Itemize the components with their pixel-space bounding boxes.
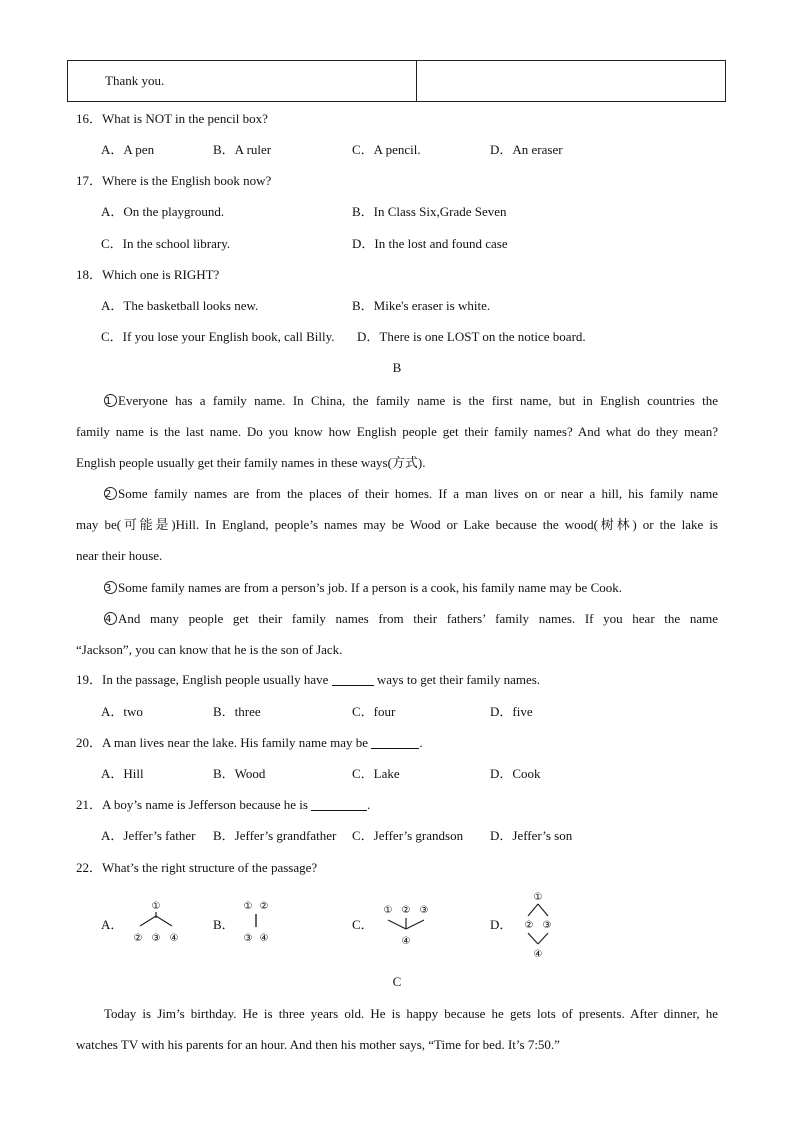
- table-cell-right: [417, 61, 725, 101]
- q19-option-d[interactable]: D．five: [490, 704, 533, 719]
- diagram-node: ③: [151, 933, 161, 944]
- q22-option-c[interactable]: C．: [352, 917, 374, 932]
- paragraph-row: 2 Some family names are from the places of their homes. If a man lives on or near a hill, his family name: [105, 486, 718, 501]
- question-21-stem: 21．A boy’s name is Jefferson because he is .: [76, 797, 371, 812]
- paragraph-row: near their house.: [76, 548, 163, 563]
- paragraph-number-3: 3: [104, 581, 117, 594]
- diagram-node: ③: [542, 920, 552, 931]
- diagram-node: ①: [151, 901, 161, 912]
- diagram-node: ①: [383, 905, 393, 916]
- q16-option-d[interactable]: D．An eraser: [490, 142, 563, 157]
- table-cell-left: [68, 61, 417, 101]
- structure-diagram-d: [516, 886, 560, 960]
- diagram-node: ①: [533, 892, 543, 903]
- paragraph-row: 1 Everyone has a family name. In China, the family name is the first name, but in English countries the: [105, 393, 718, 408]
- paragraph-row: “Jackson”, you can know that he is the son of Jack.: [76, 642, 343, 657]
- q22-option-d[interactable]: D．: [490, 917, 513, 932]
- passage-paragraph-2: [76, 478, 718, 571]
- paragraph-number-1: 1: [104, 394, 117, 407]
- paragraph-number-4: 4: [104, 612, 117, 625]
- q18-option-a[interactable]: A．The basketball looks new.: [101, 298, 259, 313]
- answer-blank[interactable]: [371, 736, 419, 749]
- question-20-stem: 20．A man lives near the lake. His family name may be .: [76, 735, 423, 750]
- diagram-node: ④: [259, 933, 269, 944]
- passage-c-paragraph: [76, 998, 718, 1060]
- q17-option-a[interactable]: A．On the playground.: [101, 204, 225, 219]
- q16-option-c[interactable]: C．A pencil.: [352, 142, 421, 157]
- q16-option-b[interactable]: B．A ruler: [213, 142, 272, 157]
- diagram-node: ④: [401, 936, 411, 947]
- answer-blank[interactable]: [332, 673, 374, 686]
- question-22-stem: 22．What’s the right structure of the passage?: [76, 860, 318, 875]
- q20-option-a[interactable]: A．Hill: [101, 766, 144, 781]
- diagram-node: ②: [524, 920, 534, 931]
- q18-option-c[interactable]: C．If you lose your English book, call Billy.: [101, 329, 335, 344]
- paragraph-row: Today is Jim’s birthday. He is three years old. He is happy because he gets lots of presents. After dinner, he: [104, 1006, 718, 1021]
- question-18-stem: 18．Which one is RIGHT?: [76, 267, 220, 282]
- q21-option-c[interactable]: C．Jeffer’s grandson: [352, 828, 464, 843]
- passage-paragraph-1: [76, 385, 718, 478]
- passage-paragraph-3: [76, 572, 718, 603]
- q19-option-a[interactable]: A．two: [101, 704, 143, 719]
- q17-option-d[interactable]: D．In the lost and found case: [352, 236, 508, 251]
- paragraph-row: English people usually get their family names in these ways(方式).: [76, 455, 426, 470]
- q18-option-b[interactable]: B．Mike's eraser is white.: [352, 298, 491, 313]
- q22-option-a[interactable]: A．: [101, 917, 124, 932]
- q17-option-b[interactable]: B．In Class Six,Grade Seven: [352, 204, 507, 219]
- structure-diagram-a: [128, 896, 184, 948]
- diagram-node: ②: [401, 905, 411, 916]
- diagram-node: ④: [169, 933, 179, 944]
- paragraph-row: 4 And many people get their family names from their fathers’ family names. If you hear the name: [105, 611, 718, 626]
- q19-option-c[interactable]: C．four: [352, 704, 396, 719]
- section-b-heading: B: [392, 360, 402, 375]
- q22-option-b[interactable]: B．: [213, 917, 235, 932]
- paragraph-row: may be(可能是)Hill. In England, people’s names may be Wood or Lake because the wood(树林) or the lake is: [76, 517, 718, 532]
- paragraph-row: family name is the last name. Do you know how English people get their family names? And what do they mean?: [76, 424, 718, 439]
- question-19-stem: 19．In the passage, English people usually have ways to get their family names.: [76, 672, 541, 687]
- paragraph-row: 3 Some family names are from a person’s job. If a person is a cook, his family name may be Cook.: [105, 580, 622, 595]
- q21-option-d[interactable]: D．Jeffer’s son: [490, 828, 573, 843]
- q20-option-b[interactable]: B．Wood: [213, 766, 266, 781]
- question-16-stem: 16．What is NOT in the pencil box?: [76, 111, 268, 126]
- q21-option-b[interactable]: B．Jeffer’s grandfather: [213, 828, 337, 843]
- diagram-node: ②: [133, 933, 143, 944]
- answer-blank[interactable]: [311, 798, 367, 811]
- diagram-node: ③: [243, 933, 253, 944]
- q16-option-a[interactable]: A．A pen: [101, 142, 155, 157]
- diagram-node: ②: [259, 901, 269, 912]
- q18-option-d[interactable]: D．There is one LOST on the notice board.: [357, 329, 586, 344]
- paragraph-number-2: 2: [104, 487, 117, 500]
- q19-option-b[interactable]: B．three: [213, 704, 261, 719]
- structure-diagram-c: [378, 898, 434, 950]
- diagram-node: ③: [419, 905, 429, 916]
- question-17-stem: 17．Where is the English book now?: [76, 173, 272, 188]
- q21-option-a[interactable]: A．Jeffer’s father: [101, 828, 196, 843]
- section-c-heading: C: [392, 974, 402, 989]
- q20-option-c[interactable]: C．Lake: [352, 766, 400, 781]
- structure-diagram-b: [238, 896, 274, 948]
- diagram-node: ①: [243, 901, 253, 912]
- paragraph-row: watches TV with his parents for an hour. And then his mother says, “Time for bed. It’s 7:50.”: [76, 1037, 560, 1052]
- diagram-node: ④: [533, 949, 543, 960]
- q20-option-d[interactable]: D．Cook: [490, 766, 541, 781]
- table-cell-text: Thank you.: [105, 73, 165, 88]
- passage-paragraph-4: [76, 603, 718, 665]
- answer-table: [67, 60, 726, 102]
- q17-option-c[interactable]: C．In the school library.: [101, 236, 231, 251]
